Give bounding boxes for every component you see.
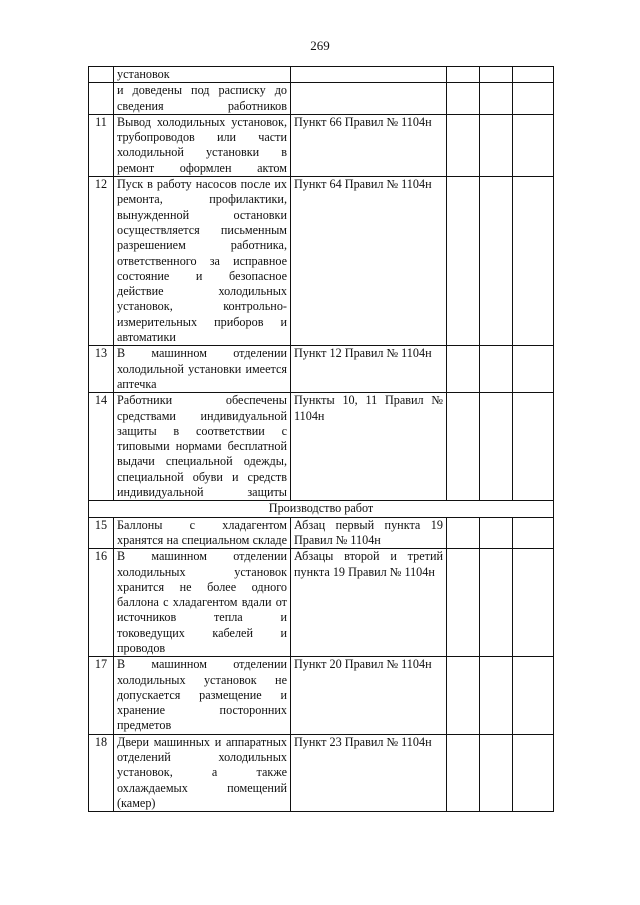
row-number-cell: 13 — [89, 346, 114, 393]
yes-mark-cell — [447, 393, 480, 501]
requirement-cell: В машинном отделении холодильных установок не допускается размещение и хранение посторонних предметов — [114, 657, 291, 734]
section-title: Производство работ — [89, 501, 554, 517]
no-mark-cell — [480, 67, 513, 83]
row-number-cell: 14 — [89, 393, 114, 501]
requirement-cell: В машинном отделении холодильной установки имеется аптечка — [114, 346, 291, 393]
reference-cell — [291, 67, 447, 83]
table-row — [89, 177, 554, 346]
requirement-cell: Работники обеспечены средствами индивидуальной защиты в соответствии с типовыми нормами бесплатной выдачи специальной одежды, специальной обуви и средств индивидуальной защиты — [114, 393, 291, 501]
na-mark-cell — [513, 346, 554, 393]
no-mark-cell — [480, 177, 513, 346]
no-mark-cell — [480, 83, 513, 115]
requirement-cell: Двери машинных и аппаратных отделений холодильных установок, а также охлаждаемых помещений (камер) — [114, 734, 291, 811]
yes-mark-cell — [447, 83, 480, 115]
na-mark-cell — [513, 177, 554, 346]
no-mark-cell — [480, 549, 513, 657]
reference-cell: Пункт 64 Правил № 1104н — [291, 177, 447, 346]
na-mark-cell — [513, 517, 554, 549]
table-row — [89, 734, 554, 811]
reference-cell: Пункт 12 Правил № 1104н — [291, 346, 447, 393]
requirement-cell: В машинном отделении холодильных установок хранится не более одного баллона с хладагентом вдали от источников тепла и токоведущих кабелей и проводов — [114, 549, 291, 657]
requirement-cell: и доведены под расписку до сведения работников — [114, 83, 291, 115]
no-mark-cell — [480, 517, 513, 549]
yes-mark-cell — [447, 734, 480, 811]
row-number-cell: 17 — [89, 657, 114, 734]
reference-cell: Пункт 23 Правил № 1104н — [291, 734, 447, 811]
page-number: 269 — [310, 38, 330, 53]
requirement-cell: установок — [114, 67, 291, 83]
requirement-cell: Баллоны с хладагентом хранятся на специальном складе — [114, 517, 291, 549]
no-mark-cell — [480, 393, 513, 501]
row-number-cell: 11 — [89, 114, 114, 176]
row-number-cell — [89, 83, 114, 115]
na-mark-cell — [513, 67, 554, 83]
section-row — [89, 501, 554, 517]
table-row — [89, 83, 554, 115]
reference-cell: Пункты 10, 11 Правил № 1104н — [291, 393, 447, 501]
requirements-table — [88, 66, 554, 812]
row-number-cell: 16 — [89, 549, 114, 657]
row-number-cell: 12 — [89, 177, 114, 346]
row-number-cell: 18 — [89, 734, 114, 811]
table-row — [89, 346, 554, 393]
na-mark-cell — [513, 549, 554, 657]
yes-mark-cell — [447, 657, 480, 734]
reference-cell — [291, 83, 447, 115]
requirement-cell: Пуск в работу насосов после их ремонта, профилактики, вынужденной остановки осуществляется письменным разрешением работника, ответственного за исправное состояние и безопасное действие холодильных установок, контрольно-измерительных приборов и автоматики — [114, 177, 291, 346]
table-row — [89, 657, 554, 734]
yes-mark-cell — [447, 67, 480, 83]
yes-mark-cell — [447, 549, 480, 657]
yes-mark-cell — [447, 517, 480, 549]
yes-mark-cell — [447, 114, 480, 176]
table-row — [89, 549, 554, 657]
na-mark-cell — [513, 83, 554, 115]
reference-cell: Пункт 66 Правил № 1104н — [291, 114, 447, 176]
reference-cell: Абзац первый пункта 19 Правил № 1104н — [291, 517, 447, 549]
reference-cell: Абзацы второй и третий пункта 19 Правил № 1104н — [291, 549, 447, 657]
table-row — [89, 393, 554, 501]
reference-cell: Пункт 20 Правил № 1104н — [291, 657, 447, 734]
table-row — [89, 67, 554, 83]
requirement-cell: Вывод холодильных установок, трубопроводов или части холодильной установки в ремонт оформлен актом — [114, 114, 291, 176]
no-mark-cell — [480, 346, 513, 393]
yes-mark-cell — [447, 346, 480, 393]
na-mark-cell — [513, 734, 554, 811]
yes-mark-cell — [447, 177, 480, 346]
row-number-cell: 15 — [89, 517, 114, 549]
no-mark-cell — [480, 657, 513, 734]
row-number-cell — [89, 67, 114, 83]
table-row — [89, 114, 554, 176]
no-mark-cell — [480, 114, 513, 176]
na-mark-cell — [513, 393, 554, 501]
na-mark-cell — [513, 114, 554, 176]
na-mark-cell — [513, 657, 554, 734]
no-mark-cell — [480, 734, 513, 811]
table-row — [89, 517, 554, 549]
